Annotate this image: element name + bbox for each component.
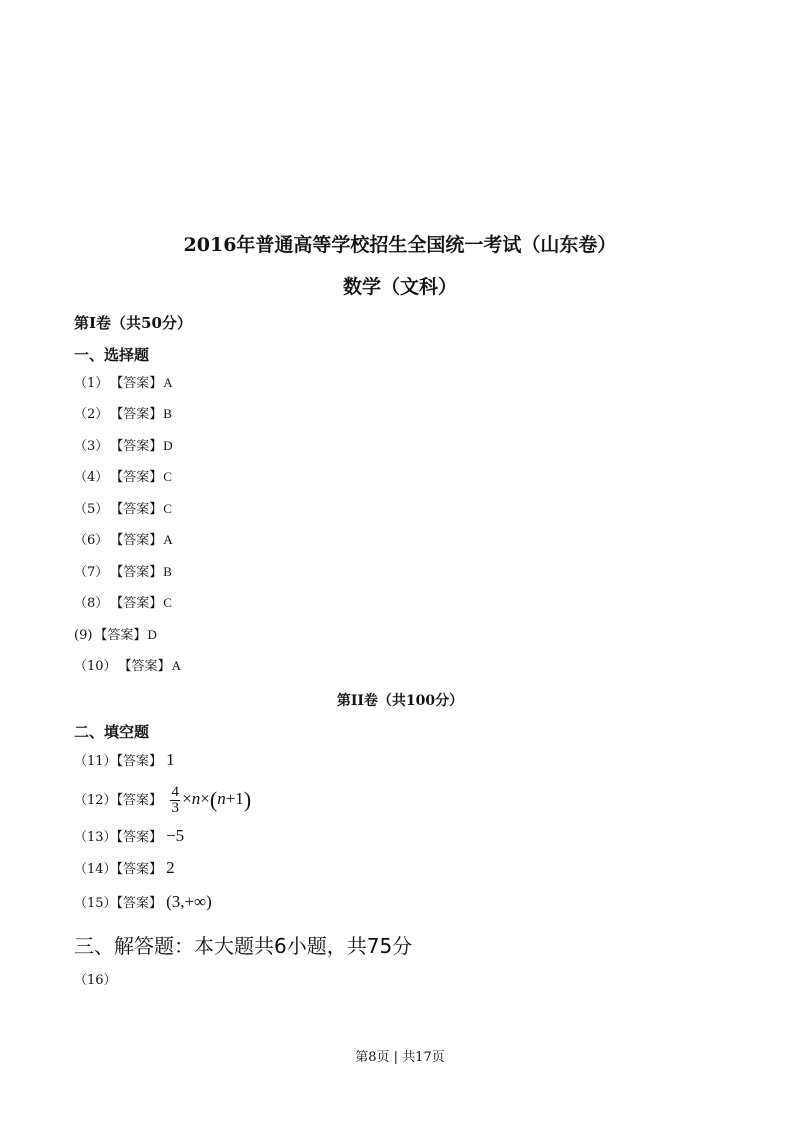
question-16-label: （16） bbox=[74, 973, 117, 988]
answer-tag: 【答案】 bbox=[110, 596, 163, 611]
answer-value: C bbox=[163, 501, 172, 516]
question-number: （13） bbox=[74, 830, 117, 845]
answer-tag: 【答案】 bbox=[110, 533, 163, 548]
answer-row bbox=[74, 373, 173, 393]
question-number: （10） bbox=[74, 659, 117, 674]
answer-tag: 【答案】 bbox=[118, 659, 171, 674]
question-number: （12） bbox=[74, 793, 117, 808]
volume-1-heading: 第I卷（共50分） bbox=[74, 314, 192, 332]
question-number: （3） bbox=[74, 439, 109, 454]
answer-value: A bbox=[171, 658, 181, 673]
answer-value: C bbox=[163, 469, 172, 484]
fraction-denominator: 3 bbox=[171, 799, 179, 816]
question-number: （6） bbox=[74, 533, 109, 548]
answer-row bbox=[74, 530, 173, 550]
answer-formula bbox=[168, 783, 252, 816]
times-symbol: × bbox=[200, 789, 210, 808]
answer-tag: 【答案】 bbox=[110, 470, 163, 485]
answer-value: B bbox=[163, 406, 172, 421]
question-number: （14） bbox=[74, 862, 117, 877]
section-3-heading: 三、解答题：本大题共6小题，共75分 bbox=[74, 934, 413, 958]
answer-tag: 【答案】 bbox=[110, 565, 163, 580]
answer-value: (3,+∞) bbox=[166, 892, 212, 911]
question-number: （8） bbox=[74, 596, 109, 611]
math-variable: n bbox=[217, 789, 226, 808]
answer-value: C bbox=[163, 595, 172, 610]
question-number: （1） bbox=[74, 376, 109, 391]
answer-tag: 【答案】 bbox=[110, 407, 163, 422]
answer-value: 1 bbox=[166, 750, 175, 769]
answer-row bbox=[74, 856, 175, 880]
answer-value: A bbox=[163, 375, 173, 390]
left-paren: ( bbox=[209, 787, 218, 813]
answer-row bbox=[74, 748, 175, 772]
plus-one: +1 bbox=[225, 789, 244, 808]
answer-tag: 【答案】 bbox=[116, 862, 163, 877]
answer-value: −5 bbox=[166, 826, 185, 845]
section-2-heading: 二、填空题 bbox=[74, 723, 150, 741]
answer-value: D bbox=[163, 438, 173, 453]
page-footer: 第8页 | 共17页 bbox=[355, 1050, 445, 1065]
answer-value: 2 bbox=[166, 858, 175, 877]
answer-row bbox=[74, 824, 184, 848]
question-number: （2） bbox=[74, 407, 109, 422]
times-symbol: × bbox=[182, 789, 192, 808]
question-number: （15） bbox=[74, 896, 117, 911]
answer-tag: 【答案】 bbox=[110, 502, 163, 517]
answer-row bbox=[74, 499, 172, 519]
answer-value: A bbox=[163, 532, 173, 547]
answer-tag: 【答案】 bbox=[94, 628, 147, 643]
answer-row bbox=[74, 625, 157, 645]
exam-title: 2016年普通高等学校招生全国统一考试（山东卷） bbox=[183, 234, 617, 256]
question-number: （11） bbox=[74, 754, 117, 769]
right-paren: ) bbox=[243, 787, 252, 813]
answer-tag: 【答案】 bbox=[110, 439, 163, 454]
exam-subtitle: 数学（文科） bbox=[342, 276, 457, 298]
answer-row bbox=[74, 656, 181, 676]
question-number: （4） bbox=[74, 470, 109, 485]
question-number: （5） bbox=[74, 502, 109, 517]
fraction bbox=[170, 785, 180, 816]
answer-value: B bbox=[163, 564, 172, 579]
math-variable: n bbox=[191, 789, 201, 808]
section-1-heading: 一、选择题 bbox=[74, 346, 150, 364]
answer-tag: 【答案】 bbox=[116, 754, 163, 769]
volume-2-heading: 第II卷（共100分） bbox=[336, 693, 464, 709]
question-number: （7） bbox=[74, 565, 109, 580]
answer-row bbox=[74, 593, 172, 613]
question-number: (9) bbox=[74, 628, 93, 643]
answer-row bbox=[74, 562, 172, 582]
answer-tag: 【答案】 bbox=[116, 896, 163, 911]
answer-row bbox=[74, 890, 212, 914]
answer-row bbox=[74, 436, 173, 456]
answer-value: D bbox=[147, 627, 157, 642]
fraction-numerator: 4 bbox=[171, 783, 179, 800]
answer-row bbox=[74, 404, 172, 424]
answer-tag: 【答案】 bbox=[116, 793, 163, 808]
answer-row bbox=[74, 467, 172, 487]
answer-row bbox=[74, 784, 251, 814]
answer-tag: 【答案】 bbox=[110, 376, 163, 391]
answer-tag: 【答案】 bbox=[116, 830, 163, 845]
